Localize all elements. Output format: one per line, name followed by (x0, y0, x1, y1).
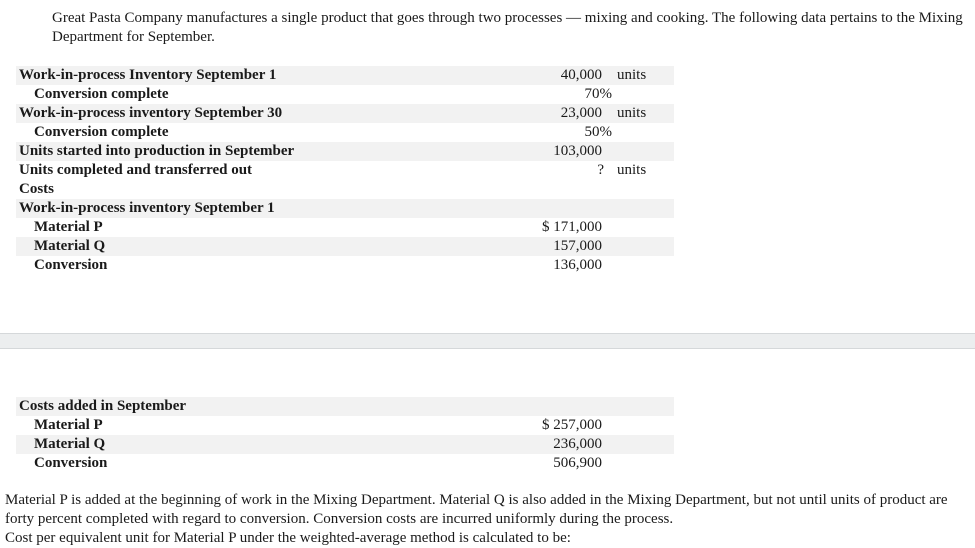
row-unit: units (617, 162, 647, 178)
row-value: 103,000 (553, 143, 602, 159)
row-label: Conversion complete (34, 124, 169, 140)
table-row (16, 237, 674, 256)
row-label: Work-in-process Inventory September 1 (19, 67, 277, 83)
footer-text (5, 491, 967, 548)
table-row (16, 161, 674, 180)
row-value: ? (597, 162, 604, 178)
row-value: 70% (584, 86, 612, 102)
row-value: 50% (584, 124, 612, 140)
row-label: Conversion complete (34, 86, 169, 102)
row-value: $ 171,000 (542, 219, 602, 235)
table-row (16, 397, 674, 416)
row-label: Material P (34, 219, 103, 235)
table-row (16, 256, 674, 275)
row-value: 236,000 (553, 436, 602, 452)
row-value: 157,000 (553, 238, 602, 254)
table-row (16, 142, 674, 161)
data-table-units-costs (16, 66, 674, 275)
table-row (16, 435, 674, 454)
row-value: 40,000 (560, 67, 602, 83)
row-value: $ 257,000 (542, 417, 602, 433)
table-row (16, 85, 674, 104)
table-row (16, 123, 674, 142)
table-row (16, 454, 674, 473)
table-row (16, 104, 674, 123)
question-text: Cost per equivalent unit for Material P under the weighted-average method is calculated to be: (5, 530, 571, 546)
row-label: Material Q (34, 238, 106, 254)
row-label: Work-in-process inventory September 30 (19, 105, 283, 121)
row-label: Costs (19, 181, 55, 197)
row-value: 23,000 (560, 105, 602, 121)
table-row (16, 416, 674, 435)
table-row (16, 199, 674, 218)
row-label: Conversion (34, 455, 108, 471)
row-unit: units (617, 105, 647, 121)
row-value: 506,900 (553, 455, 602, 471)
row-label: Units started into production in September (19, 143, 295, 159)
row-unit: units (617, 67, 647, 83)
table-row (16, 180, 674, 199)
data-table-costs-added (16, 397, 674, 473)
row-label: Material Q (34, 436, 106, 452)
row-label: Conversion (34, 257, 108, 273)
section-divider (0, 333, 975, 349)
row-label: Units completed and transferred out (19, 162, 253, 178)
intro-paragraph: Great Pasta Company manufactures a single product that goes through two processes — mixing and cooking. The following data pertains to the Mixing Department for September. (52, 10, 963, 45)
row-label: Costs added in September (19, 398, 187, 414)
row-label: Work-in-process inventory September 1 (19, 200, 275, 216)
table-row (16, 218, 674, 237)
row-label: Material P (34, 417, 103, 433)
footer-paragraph: Material P is added at the beginning of work in the Mixing Department. Material Q is also added in the Mixing Department, but not until units of product are forty percent completed with regard to conversion. Conversion costs are incurred uniformly during the process. (5, 492, 948, 527)
table-row (16, 66, 674, 85)
row-value: 136,000 (553, 257, 602, 273)
